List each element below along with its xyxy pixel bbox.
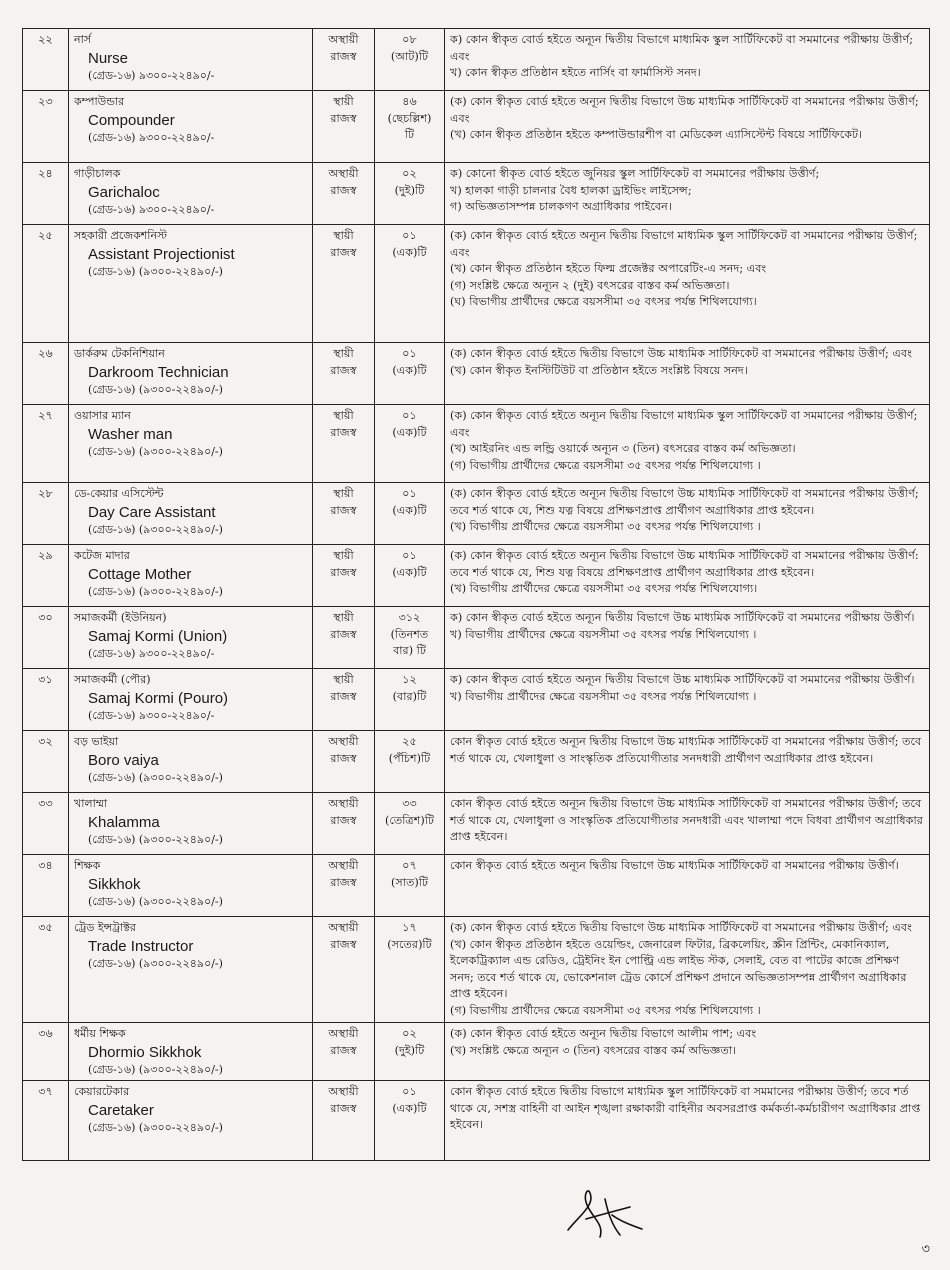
post-count-text: বার) টি xyxy=(393,644,426,657)
qualification-cell xyxy=(445,163,930,225)
post-count-text: ৪৬ xyxy=(402,95,417,108)
post-title-bn: গাড়ীচালক xyxy=(74,167,121,180)
qualification-cell xyxy=(445,225,930,343)
post-count-text: ২৫ xyxy=(402,735,417,748)
table-row xyxy=(23,483,930,545)
post-nature-text: রাজস্ব xyxy=(330,937,357,951)
post-title-bn: সহকারী প্রজেকশনিস্ট xyxy=(74,229,167,242)
pay-grade: (গ্রেড-১৬) (৯৩০০-২২৪৯০/-) xyxy=(88,264,223,278)
qualification-line: (ক) কোন স্বীকৃত বোর্ড হইতে দ্বিতীয় বিভাগে উচ্চ মাধ্যমিক সার্টিফিকেট বা সমমানের পরীক্ষায় উত্তীর্ণ; এবং xyxy=(450,347,912,360)
post-count-text: টি xyxy=(404,128,415,141)
post-title-bn: ওয়াসার ম্যান xyxy=(74,409,131,422)
post-count-text: ০৭ xyxy=(402,859,417,872)
post-nature-text: রাজস্ব xyxy=(330,689,357,703)
post-title-bn: কেয়ারটেকার xyxy=(74,1085,130,1098)
post-count-text: ০১ xyxy=(402,409,417,422)
post-title-en: Samaj Kormi (Union) xyxy=(88,627,228,645)
post-nature-text: রাজস্ব xyxy=(330,875,357,889)
qualification-line: খ) কোন স্বীকৃত প্রতিষ্ঠান হইতে নার্সিং বা ফার্মাসিস্ট সনদ। xyxy=(450,66,701,79)
qualification-line: (গ) বিভাগীয় প্রার্থীদের ক্ষেত্রে বয়সসীমা ৩৫ বৎসর পর্যন্ত শিথিলযোগ্য । xyxy=(450,1003,761,1017)
post-title-cell xyxy=(69,793,313,855)
serial-number: ৩৩ xyxy=(23,793,69,855)
post-title-cell xyxy=(69,1081,313,1161)
post-count-text: ০১ xyxy=(402,347,417,360)
serial-number: ৩০ xyxy=(23,607,69,669)
pay-grade: (গ্রেড-১৬) (৯৩০০-২২৪৯০/-) xyxy=(88,584,223,598)
post-nature-cell xyxy=(313,855,375,917)
post-title-cell xyxy=(69,669,313,731)
qualification-line: ক) কোন স্বীকৃত বোর্ড হইতে অন্যূন দ্বিতীয় বিভাগে উচ্চ মাধ্যমিক সার্টিফিকেট বা সমমানের পরীক্ষায় উত্তীর্ণ। xyxy=(450,673,915,686)
serial-number: ২৮ xyxy=(23,483,69,545)
table-row xyxy=(23,225,930,343)
post-count-text: (তেত্রিশ)টি xyxy=(385,813,434,827)
post-count-text: ০২ xyxy=(402,1027,417,1040)
qualification-line: খ) বিভাগীয় প্রার্থীদের ক্ষেত্রে বয়সসীমা ৩৫ বৎসর পর্যন্ত শিথিলযোগ্য । xyxy=(450,689,757,703)
pay-grade: (গ্রেড-১৬) ৯৩০০-২২৪৯০/- xyxy=(88,130,215,144)
page-number: ৩ xyxy=(921,1242,930,1257)
serial-number: ৩৬ xyxy=(23,1023,69,1081)
pay-grade: (গ্রেড-১৬) ৯৩০০-২২৪৯০/- xyxy=(88,708,215,722)
post-count-cell xyxy=(375,793,445,855)
post-count-text: (বার)টি xyxy=(392,689,427,703)
qualification-cell xyxy=(445,731,930,793)
qualification-line: (খ) কোন স্বীকৃত প্রতিষ্ঠান হইতে ফিল্ম প্রজেক্টর অপারেটিং-এ সনদ; এবং xyxy=(450,262,767,275)
post-count-cell xyxy=(375,917,445,1023)
qualification-line: (ক) কোন স্বীকৃত বোর্ড হইতে অন্যূন দ্বিতীয় বিভাগে মাধ্যমিক স্কুল সার্টিফিকেট বা সমমানের পরীক্ষায় উত্তীর্ণ; এবং xyxy=(450,409,918,439)
post-title-bn: ধর্মীয় শিক্ষক xyxy=(74,1027,126,1040)
post-title-bn: খালাম্মা xyxy=(74,797,108,810)
post-nature-text: স্থায়ী xyxy=(333,611,354,624)
qualification-cell xyxy=(445,29,930,91)
serial-number: ২৯ xyxy=(23,545,69,607)
post-title-en: Darkroom Technician xyxy=(88,363,229,381)
post-nature-text: রাজস্ব xyxy=(330,565,357,579)
post-nature-text: রাজস্ব xyxy=(330,183,357,197)
post-count-text: (সাত)টি xyxy=(390,875,429,889)
table-row xyxy=(23,545,930,607)
serial-number: ২৫ xyxy=(23,225,69,343)
post-title-cell xyxy=(69,29,313,91)
table-row xyxy=(23,855,930,917)
post-count-text: ০৮ xyxy=(402,33,417,46)
qualification-line: (ঘ) বিভাগীয় প্রার্থীদের ক্ষেত্রে বয়সসীমা ৩৫ বৎসর পর্যন্ত শিথিলযোগ্য। xyxy=(450,295,757,308)
qualification-line: কোন স্বীকৃত বোর্ড হইতে দ্বিতীয় বিভাগে মাধ্যমিক স্কুল সার্টিফিকেট বা সমমানের পরীক্ষায় উত্তীর্ণ; তবে শর্ত থাকে যে, সশস্ত্র বাহিনী বা আইন শৃঙ্খলা রক্ষাকারী বাহিনীর অবসরপ্রাপ্ত কর্মকর্তা-কর্মচারীগণ অগ্রাধিকার প্রাপ্ত হইবেন। xyxy=(450,1085,921,1131)
post-title-bn: কটেজ মাদার xyxy=(74,549,130,562)
post-title-bn: ট্রেড ইন্সট্রাক্টর xyxy=(74,921,136,934)
post-nature-text: অস্থায়ী xyxy=(328,921,359,934)
post-count-text: ০২ xyxy=(402,167,417,180)
post-count-text: ০১ xyxy=(402,229,417,242)
post-count-text: ৩৩ xyxy=(402,797,417,810)
qualification-cell xyxy=(445,91,930,163)
post-nature-cell xyxy=(313,545,375,607)
post-nature-cell xyxy=(313,343,375,405)
post-nature-text: অস্থায়ী xyxy=(328,1085,359,1098)
qualification-line: ক) কোন স্বীকৃত বোর্ড হইতে অন্যূন দ্বিতীয় বিভাগে মাধ্যমিক স্কুল সার্টিফিকেট বা সমমানের পরীক্ষায় উত্তীর্ণ; এবং xyxy=(450,33,913,63)
post-nature-text: স্থায়ী xyxy=(333,409,354,422)
post-title-en: Garichaloc xyxy=(88,183,160,201)
post-title-en: Washer man xyxy=(88,425,173,443)
post-title-bn: ডার্করুম টেকনিশিয়ান xyxy=(74,347,165,360)
post-nature-text: রাজস্ব xyxy=(330,813,357,827)
post-nature-text: রাজস্ব xyxy=(330,425,357,439)
post-count-cell xyxy=(375,163,445,225)
qualification-cell xyxy=(445,405,930,483)
post-nature-cell xyxy=(313,731,375,793)
post-nature-text: অস্থায়ী xyxy=(328,859,359,872)
post-nature-text: রাজস্ব xyxy=(330,751,357,765)
table-row xyxy=(23,731,930,793)
post-title-bn: সমাজকর্মী (পৌর) xyxy=(74,673,151,686)
post-nature-text: অস্থায়ী xyxy=(328,33,359,46)
post-title-bn: ডে-কেয়ার এসিস্টেন্ট xyxy=(74,487,164,500)
qualification-line: (ক) কোন স্বীকৃত বোর্ড হইতে অন্যূন দ্বিতীয় বিভাগে উচ্চ মাধ্যমিক সার্টিফিকেট বা সমমানের পরীক্ষায় উত্তীর্ণ: তবে শর্ত থাকে যে, শিশু যত্ন বিষয়ে প্রশিক্ষণপ্রাপ্ত প্রার্থীগণ অগ্রাধিকার প্রাপ্ত হইবেন। xyxy=(450,549,919,579)
job-table-body xyxy=(23,29,930,1161)
post-count-text: (সতের)টি xyxy=(387,937,432,951)
qualification-line: (ক) কোন স্বীকৃত বোর্ড হইতে অন্যূন দ্বিতীয় বিভাগে উচ্চ মাধ্যমিক সার্টিফিকেট বা সমমানের পরীক্ষায় উত্তীর্ণ; তবে শর্ত থাকে যে, শিশু যত্ন বিষয়ে প্রশিক্ষণপ্রাপ্ত প্রার্থীগণ অগ্রাধিকার প্রাপ্ত হইবেন। xyxy=(450,487,919,517)
post-count-text: (পঁচিশ)টি xyxy=(388,751,431,765)
qualification-cell xyxy=(445,483,930,545)
post-count-cell xyxy=(375,545,445,607)
post-count-text: ১২ xyxy=(402,673,417,686)
post-nature-text: স্থায়ী xyxy=(333,549,354,562)
post-title-cell xyxy=(69,607,313,669)
post-title-en: Assistant Projectionist xyxy=(88,245,235,263)
pay-grade: (গ্রেড-১৬) (৯৩০০-২২৪৯০/-) xyxy=(88,444,223,458)
post-count-text: (এক)টি xyxy=(392,425,427,439)
post-nature-text: অস্থায়ী xyxy=(328,1027,359,1040)
qualification-cell xyxy=(445,1081,930,1161)
post-nature-text: রাজস্ব xyxy=(330,503,357,517)
post-nature-text: অস্থায়ী xyxy=(328,735,359,748)
qualification-line: (খ) বিভাগীয় প্রার্থীদের ক্ষেত্রে বয়সসীমা ৩৫ বৎসর পর্যন্ত শিথিলযোগ্য । xyxy=(450,520,761,533)
serial-number: ২৩ xyxy=(23,91,69,163)
serial-number: ৩৪ xyxy=(23,855,69,917)
post-nature-text: স্থায়ী xyxy=(333,673,354,686)
qualification-cell xyxy=(445,793,930,855)
serial-number: ২৪ xyxy=(23,163,69,225)
post-count-cell xyxy=(375,91,445,163)
post-count-cell xyxy=(375,405,445,483)
serial-number: ৩২ xyxy=(23,731,69,793)
post-nature-text: স্থায়ী xyxy=(333,95,354,108)
table-row xyxy=(23,607,930,669)
qualification-line: (গ) বিভাগীয় প্রার্থীদের ক্ষেত্রে বয়সসীমা ৩৫ বৎসর পর্যন্ত শিথিলযোগ্য । xyxy=(450,458,761,472)
qualification-line: (ক) কোন স্বীকৃত বোর্ড হইতে অন্যূন দ্বিতীয় বিভাগে মাধ্যমিক স্কুল সার্টিফিকেট বা সমমানের পরীক্ষায় উত্তীর্ণ; এবং xyxy=(450,229,918,259)
post-count-cell xyxy=(375,607,445,669)
qualification-line: (খ) কোন স্বীকৃত প্রতিষ্ঠান হইতে ওয়েল্ডিং, জেনারেল ফিটার, ব্রিকলেয়িং, স্ক্রীন প্রিন্টিং, মেকানিক্যাল, ইলেকট্রিক্যাল এন্ড রেডিও, ট্রেইনিং ইন পোল্ট্রি এন্ড লাইভ স্টক, সেলাই, বেত বা পাটের কাজে প্রশিক্ষণ সনদ; তবে শর্ত থাকে যে, ভোকেশনাল ট্রেড কোর্সে প্রশিক্ষণ প্রদানে অভিজ্ঞতাসম্পন্ন প্রার্থীগণ অগ্রাধিকার প্রাপ্ত হইবেন। xyxy=(450,937,907,1000)
post-nature-text: রাজস্ব xyxy=(330,363,357,377)
post-nature-text: রাজস্ব xyxy=(330,1043,357,1057)
post-title-en: Boro vaiya xyxy=(88,751,159,769)
qualification-cell xyxy=(445,607,930,669)
serial-number: ৩১ xyxy=(23,669,69,731)
post-nature-cell xyxy=(313,1023,375,1081)
post-title-cell xyxy=(69,405,313,483)
qualification-line: কোন স্বীকৃত বোর্ড হইতে অন্যূন দ্বিতীয় বিভাগে উচ্চ মাধ্যমিক সার্টিফিকেট বা সমমানের পরীক্ষায় উত্তীর্ণ; তবে শর্ত থাকে যে, খেলাধুলা ও সাংস্কৃতিক প্রতিযোগীতার সনদধারী এবং খালাম্মা পদে বিধবা প্রার্থীগণ অগ্রাধিকার প্রাপ্ত হইবেন। xyxy=(450,797,923,843)
pay-grade: (গ্রেড-১৬) (৯৩০০-২২৪৯০/-) xyxy=(88,832,223,846)
post-count-cell xyxy=(375,731,445,793)
qualification-line: (ক) কোন স্বীকৃত বোর্ড হইতে দ্বিতীয় বিভাগে উচ্চ মাধ্যমিক সার্টিফিকেট বা সমমানের পরীক্ষায় উত্তীর্ণ; এবং xyxy=(450,921,912,934)
post-title-bn: কম্পাউন্ডার xyxy=(74,95,125,108)
qualification-line: (খ) সংশ্লিষ্ট ক্ষেত্রে অন্যূন ৩ (তিন) বৎসরের বাস্তব কর্ম অভিজ্ঞতা। xyxy=(450,1043,737,1057)
post-title-en: Sikkhok xyxy=(88,875,141,893)
post-count-text: (দুই)টি xyxy=(394,1043,425,1057)
post-count-cell xyxy=(375,343,445,405)
post-title-bn: শিক্ষক xyxy=(74,859,101,872)
qualification-line: গ) অভিজ্ঞতাসম্পন্ন চালকগণ অগ্রাধিকার পাইবেন। xyxy=(450,200,672,213)
serial-number: ৩৭ xyxy=(23,1081,69,1161)
post-count-text: (এক)টি xyxy=(392,565,427,579)
post-title-cell xyxy=(69,731,313,793)
post-count-cell xyxy=(375,29,445,91)
pay-grade: (গ্রেড-১৬) (৯৩০০-২২৪৯০/-) xyxy=(88,956,223,970)
qualification-line: (খ) কোন স্বীকৃত ইনস্টিটিউট বা প্রতিষ্ঠান হইতে সংশ্লিষ্ট বিষয়ে সনদ। xyxy=(450,363,748,377)
post-nature-cell xyxy=(313,669,375,731)
qualification-cell xyxy=(445,1023,930,1081)
qualification-cell xyxy=(445,343,930,405)
post-count-text: (এক)টি xyxy=(392,1101,427,1115)
qualification-line: খ) বিভাগীয় প্রার্থীদের ক্ষেত্রে বয়সসীমা ৩৫ বৎসর পর্যন্ত শিথিলযোগ্য । xyxy=(450,627,757,641)
post-nature-cell xyxy=(313,1081,375,1161)
qualification-line: কোন স্বীকৃত বোর্ড হইতে অন্যূন দ্বিতীয় বিভাগে উচ্চ মাধ্যমিক সার্টিফিকেট বা সমমানের পরীক্ষায় উত্তীর্ণ; তবে শর্ত থাকে যে, খেলাধুলা ও সাংস্কৃতিক প্রতিযোগীতার সনদধারী প্রার্থীগণ অগ্রাধিকার প্রাপ্ত হইবেন। xyxy=(450,735,922,765)
post-title-en: Compounder xyxy=(88,111,175,129)
table-row xyxy=(23,163,930,225)
serial-number: ২৬ xyxy=(23,343,69,405)
pay-grade: (গ্রেড-১৬) (৯৩০০-২২৪৯০/-) xyxy=(88,770,223,784)
table-row xyxy=(23,91,930,163)
post-count-text: (এক)টি xyxy=(392,245,427,259)
qualification-cell xyxy=(445,669,930,731)
post-nature-cell xyxy=(313,607,375,669)
post-title-en: Trade Instructor xyxy=(88,937,194,955)
pay-grade: (গ্রেড-১৬) ৯৩০০-২২৪৯০/- xyxy=(88,646,215,660)
serial-number: ২৭ xyxy=(23,405,69,483)
pay-grade: (গ্রেড-১৬) ৯৩০০-২২৪৯০/- xyxy=(88,68,215,82)
post-count-cell xyxy=(375,669,445,731)
signature xyxy=(560,1185,650,1245)
post-title-bn: বড় ভাইয়া xyxy=(74,735,119,748)
serial-number: ২২ xyxy=(23,29,69,91)
post-nature-cell xyxy=(313,405,375,483)
table-row xyxy=(23,793,930,855)
post-title-cell xyxy=(69,1023,313,1081)
post-nature-text: রাজস্ব xyxy=(330,49,357,63)
qualification-line: ক) কোন স্বীকৃত বোর্ড হইতে অন্যূন দ্বিতীয় বিভাগে উচ্চ মাধ্যমিক সার্টিফিকেট বা সমমানের পরীক্ষায় উত্তীর্ণ। xyxy=(450,611,915,624)
post-nature-text: অস্থায়ী xyxy=(328,167,359,180)
table-row xyxy=(23,917,930,1023)
post-nature-cell xyxy=(313,917,375,1023)
qualification-cell xyxy=(445,545,930,607)
post-title-cell xyxy=(69,483,313,545)
post-title-cell xyxy=(69,163,313,225)
post-count-text: (ছেচল্লিশ) xyxy=(387,111,432,125)
post-title-cell xyxy=(69,545,313,607)
qualification-line: (ক) কোন স্বীকৃত বোর্ড হইতে অন্যূন দ্বিতীয় বিভাগে উচ্চ মাধ্যমিক সার্টিফিকেট বা সমমানের পরীক্ষায় উত্তীর্ণ; এবং xyxy=(450,95,919,125)
post-nature-cell xyxy=(313,91,375,163)
table-row xyxy=(23,29,930,91)
qualification-line: কোন স্বীকৃত বোর্ড হইতে অন্যূন দ্বিতীয় বিভাগে উচ্চ মাধ্যমিক সার্টিফিকেট বা সমমানের পরীক্ষায় উত্তীর্ণ। xyxy=(450,859,899,872)
pay-grade: (গ্রেড-১৬) (৯৩০০-২২৪৯০/-) xyxy=(88,1062,223,1076)
post-count-text: (তিনশত xyxy=(390,627,429,641)
post-nature-text: স্থায়ী xyxy=(333,487,354,500)
table-row xyxy=(23,1081,930,1161)
post-count-text: ১৭ xyxy=(402,921,417,934)
post-title-en: Caretaker xyxy=(88,1101,154,1119)
post-title-en: Dhormio Sikkhok xyxy=(88,1043,202,1061)
post-title-en: Samaj Kormi (Pouro) xyxy=(88,689,229,707)
post-title-en: Day Care Assistant xyxy=(88,503,216,521)
qualification-line: (খ) আইরনিং এন্ড লন্ড্রি ওয়ার্কে অন্যূন ৩ (তিন) বৎসরের বাস্তব কর্ম অভিজ্ঞতা। xyxy=(450,442,796,455)
post-count-cell xyxy=(375,1023,445,1081)
qualification-line: খ) হালকা গাড়ী চালনার বৈধ হালকা ড্রাইভিং লাইসেন্স; xyxy=(450,183,692,197)
post-nature-text: স্থায়ী xyxy=(333,347,354,360)
job-table xyxy=(22,28,930,1161)
post-title-cell xyxy=(69,91,313,163)
table-row xyxy=(23,343,930,405)
qualification-line: ক) কোনো স্বীকৃত বোর্ড হইতে জুনিয়র স্কুল সার্টিফিকেট বা সমমানের পরীক্ষায় উত্তীর্ণ; xyxy=(450,167,820,180)
pay-grade: (গ্রেড-১৬) (৯৩০০-২২৪৯০/-) xyxy=(88,1120,223,1134)
post-title-en: Khalamma xyxy=(88,813,160,831)
post-count-cell xyxy=(375,225,445,343)
pay-grade: (গ্রেড-১৬) (৯৩০০-২২৪৯০/-) xyxy=(88,522,223,536)
post-nature-text: রাজস্ব xyxy=(330,627,357,641)
pay-grade: (গ্রেড-১৬) ৯৩০০-২২৪৯০/- xyxy=(88,202,215,216)
post-title-cell xyxy=(69,343,313,405)
post-nature-cell xyxy=(313,483,375,545)
post-nature-cell xyxy=(313,793,375,855)
qualification-line: (খ) বিভাগীয় প্রার্থীদের ক্ষেত্রে বয়সসীমা ৩৫ বৎসর পর্যন্ত শিথিলযোগ্য। xyxy=(450,582,758,595)
post-count-text: (এক)টি xyxy=(392,503,427,517)
qualification-cell xyxy=(445,855,930,917)
serial-number: ৩৫ xyxy=(23,917,69,1023)
post-count-text: (দুই)টি xyxy=(394,183,425,197)
table-row xyxy=(23,405,930,483)
qualification-line: (গ) সংশ্লিষ্ট ক্ষেত্রে অন্যূন ২ (দুই) বৎসরের বাস্তব কর্ম অভিজ্ঞতা। xyxy=(450,278,730,292)
qualification-line: (খ) কোন স্বীকৃত প্রতিষ্ঠান হইতে কম্পাউন্ডারশীপ বা মেডিকেল এ্যাসিস্টেন্ট বিষয়ে সার্টিফিকেট। xyxy=(450,128,863,141)
post-count-cell xyxy=(375,483,445,545)
post-title-cell xyxy=(69,917,313,1023)
qualification-line: (ক) কোন স্বীকৃত বোর্ড হইতে অন্যূন দ্বিতীয় বিভাগে আলীম পাশ; এবং xyxy=(450,1027,757,1040)
post-nature-text: অস্থায়ী xyxy=(328,797,359,810)
post-count-cell xyxy=(375,1081,445,1161)
post-nature-cell xyxy=(313,225,375,343)
post-nature-cell xyxy=(313,163,375,225)
post-count-cell xyxy=(375,855,445,917)
post-title-en: Cottage Mother xyxy=(88,565,192,583)
post-count-text: ৩১২ xyxy=(398,611,421,624)
post-title-bn: সমাজকর্মী (ইউনিয়ন) xyxy=(74,611,167,624)
post-count-text: (এক)টি xyxy=(392,363,427,377)
post-count-text: ০১ xyxy=(402,487,417,500)
post-title-bn: নার্স xyxy=(74,33,92,46)
post-count-text: (আট)টি xyxy=(390,49,429,63)
qualification-cell xyxy=(445,917,930,1023)
post-nature-text: রাজস্ব xyxy=(330,245,357,259)
post-count-text: ০১ xyxy=(402,1085,417,1098)
post-nature-text: রাজস্ব xyxy=(330,1101,357,1115)
post-title-cell xyxy=(69,855,313,917)
table-row xyxy=(23,669,930,731)
table-row xyxy=(23,1023,930,1081)
post-count-text: ০১ xyxy=(402,549,417,562)
pay-grade: (গ্রেড-১৬) (৯৩০০-২২৪৯০/-) xyxy=(88,382,223,396)
post-title-cell xyxy=(69,225,313,343)
post-nature-text: স্থায়ী xyxy=(333,229,354,242)
pay-grade: (গ্রেড-১৬) (৯৩০০-২২৪৯০/-) xyxy=(88,894,223,908)
post-nature-text: রাজস্ব xyxy=(330,111,357,125)
post-nature-cell xyxy=(313,29,375,91)
post-title-en: Nurse xyxy=(88,49,129,67)
